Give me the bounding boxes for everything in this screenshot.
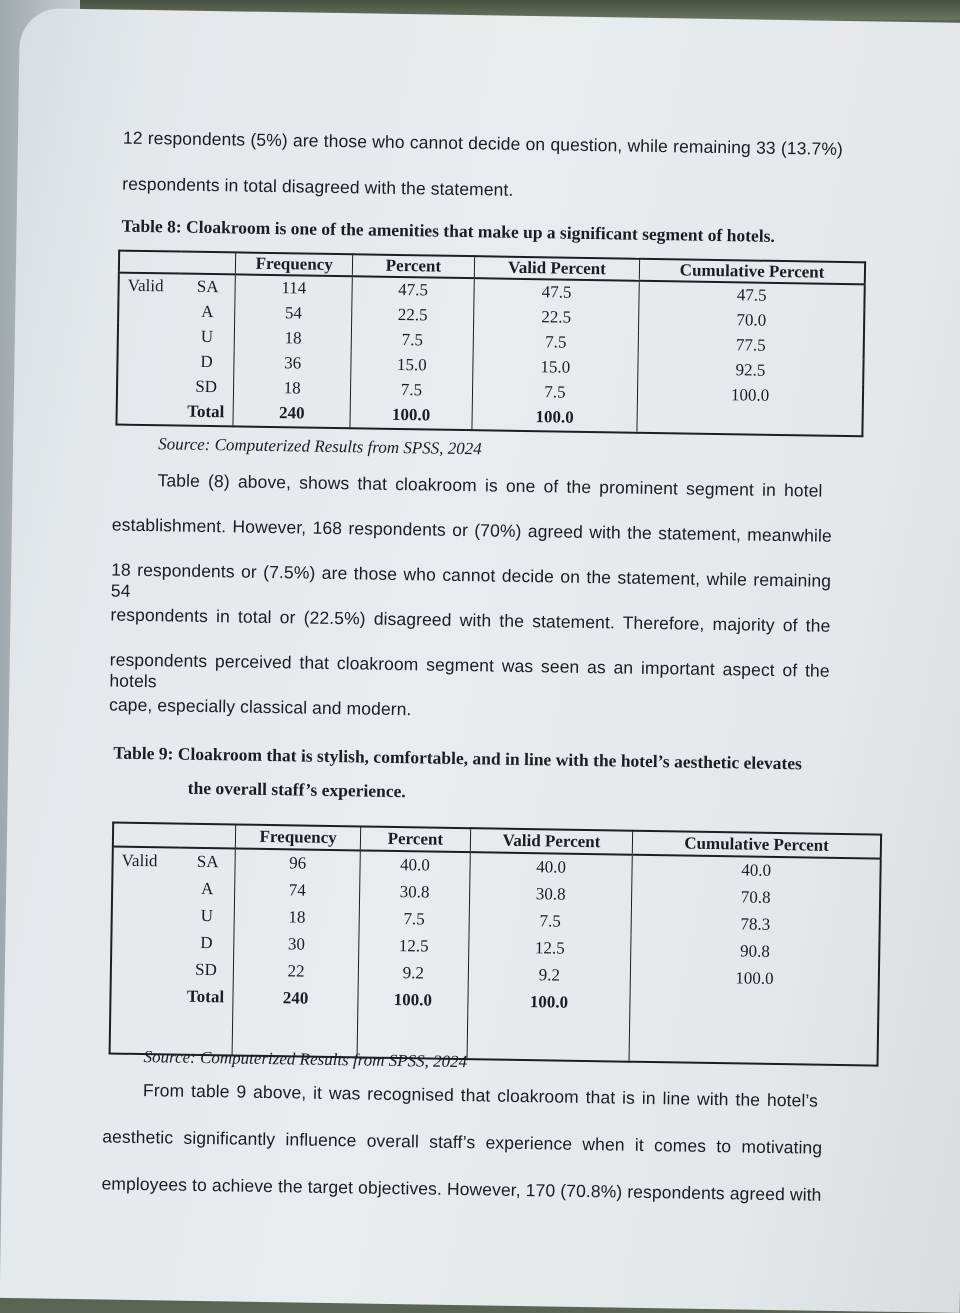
valid-percent-cell: 40.0 (470, 852, 633, 882)
table8-discussion-line-1: Table (8) above, shows that cloakroom is one of the prominent segment in hotel (157, 470, 823, 501)
percent-cell: 100.0 (358, 985, 468, 1015)
table8-discussion-line-5: respondents perceived that cloakroom segment was seen as an important aspect of the hotels (109, 649, 830, 692)
cumulative-percent-cell: 70.0 (736, 309, 767, 330)
cumulative-percent-cell: 100.0 (735, 967, 774, 988)
table9-discussion-line-3: employees to achieve the target objectives. However, 170 (70.8%) respondents agreed with (101, 1173, 822, 1205)
table9 (109, 822, 883, 1067)
row-label: U (180, 324, 235, 350)
table8-discussion-line-4: respondents in total or (22.5%) disagreed with the statement. Therefore, majority of the (110, 604, 831, 636)
table8-header-frequency: Frequency (236, 252, 353, 276)
percent-cell: 47.5 (352, 276, 474, 303)
intro-line-2: respondents in total disagreed with the statement. (122, 173, 514, 200)
valid-percent-cell: 22.5 (473, 303, 639, 331)
percent-cell: 9.2 (358, 958, 468, 987)
valid-percent-cell: 15.0 (473, 353, 639, 381)
cumulative-percent-cell: 78.3 (740, 913, 771, 934)
frequency-cell: 30 (234, 929, 359, 958)
cumulative-percent-cell: 47.5 (736, 285, 767, 305)
valid-percent-cell: 9.2 (468, 960, 631, 990)
frequency-cell: 36 (234, 349, 351, 376)
row-label: SD (179, 374, 234, 400)
table8-header-cumulative-percent: Cumulative Percent (639, 259, 865, 285)
frequency-cell: 240 (233, 983, 358, 1013)
frequency-cell: 54 (235, 299, 352, 326)
percent-cell: 100.0 (350, 401, 472, 430)
row-label: SD (179, 956, 234, 984)
percent-cell: 30.8 (360, 877, 470, 906)
frequency-cell: 240 (233, 399, 350, 428)
percent-cell: 7.5 (359, 904, 469, 933)
row-label: D (179, 929, 234, 957)
row-label: A (180, 875, 235, 903)
table9-header-frequency: Frequency (236, 824, 361, 850)
valid-percent-cell: 100.0 (472, 403, 638, 433)
cumulative-percent-cell: 92.5 (735, 359, 766, 380)
row-label: SA (180, 274, 235, 300)
valid-percent-cell: 47.5 (474, 278, 640, 306)
table9-discussion-line-1: From table 9 above, it was recognised that cloakroom that is in line with the hotel’s (142, 1080, 819, 1111)
table9-header-percent: Percent (360, 826, 470, 852)
document-page (0, 8, 960, 1313)
table9-header-valid-percent: Valid Percent (470, 828, 633, 855)
row-label: A (180, 299, 235, 325)
cumulative-percent-cell (630, 990, 879, 1022)
frequency-cell: 114 (235, 274, 352, 301)
percent-cell: 7.5 (351, 326, 473, 353)
table8-discussion-line-3: 18 respondents or (7.5%) are those who cannot decide on the statement, while remaining 54 (110, 559, 832, 601)
valid-percent-cell: 7.5 (469, 906, 632, 936)
percent-cell: 40.0 (360, 850, 470, 879)
percent-cell: 12.5 (359, 931, 469, 960)
table8-header-valid-percent: Valid Percent (474, 256, 640, 281)
cumulative-percent-cell: 70.8 (740, 886, 771, 907)
table8-group-label: Valid (127, 275, 164, 296)
frequency-cell: 18 (234, 324, 351, 351)
table9-caption-line-2: the overall staff’s experience. (187, 777, 406, 802)
valid-percent-cell: 12.5 (468, 933, 631, 963)
table9-source: Source: Computerized Results from SPSS, 2024 (143, 1047, 468, 1072)
percent-cell: 7.5 (350, 376, 472, 403)
row-label: SA (180, 848, 235, 876)
table8-source: Source: Computerized Results from SPSS, 2024 (158, 434, 482, 459)
table8-header-blank (119, 251, 236, 275)
row-label: U (179, 902, 234, 930)
row-label: Total (178, 983, 233, 1012)
table8-discussion-line-2: establishment. However, 168 respondents or (70%) agreed with the statement, meanwhile (111, 514, 832, 546)
cumulative-percent-cell: 90.8 (739, 940, 770, 961)
table8-header-percent: Percent (352, 254, 474, 278)
table9-caption-line-1: Table 9: Cloakroom that is stylish, comfortable, and in line with the hotel’s aesthetic elevates (113, 742, 803, 774)
frequency-cell: 74 (235, 875, 360, 904)
table9-header-blank (113, 823, 236, 849)
valid-percent-cell: 7.5 (473, 328, 639, 356)
valid-percent-cell: 100.0 (468, 987, 631, 1018)
row-label: Total (178, 399, 233, 427)
table8 (115, 250, 866, 438)
intro-line-1: 12 respondents (5%) are those who cannot decide on question, while remaining 33 (13.7%) (122, 127, 844, 159)
table8-caption: Table 8: Cloakroom is one of the amenities that make up a significant segment of hotels. (121, 215, 775, 246)
frequency-cell: 18 (234, 902, 359, 931)
table9-header-cumulative-percent: Cumulative Percent (633, 831, 882, 859)
cumulative-percent-cell: 77.5 (735, 334, 766, 355)
frequency-cell: 18 (234, 374, 351, 401)
valid-percent-cell: 30.8 (469, 879, 632, 909)
frequency-cell: 96 (235, 848, 360, 877)
percent-cell: 22.5 (352, 301, 474, 328)
table9-discussion-line-2: aesthetic significantly influence overall staff’s experience when it comes to motivating (102, 1126, 823, 1158)
valid-percent-cell: 7.5 (472, 378, 638, 406)
table9-group-label: Valid (121, 850, 158, 871)
cumulative-percent-cell (637, 406, 863, 437)
cumulative-percent-cell: 40.0 (741, 860, 772, 880)
table8-discussion-line-6: cape, especially classical and modern. (108, 694, 412, 720)
percent-cell: 15.0 (351, 351, 473, 378)
frequency-cell: 22 (233, 956, 358, 985)
cumulative-percent-cell: 100.0 (730, 384, 770, 405)
row-label: D (179, 349, 234, 375)
